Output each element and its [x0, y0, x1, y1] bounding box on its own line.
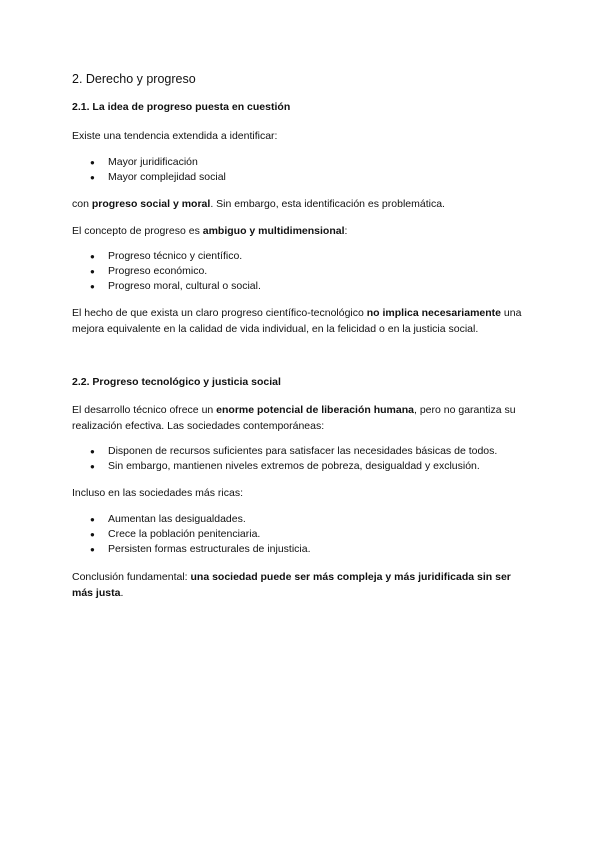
- list-item: ● Progreso económico.: [90, 264, 261, 279]
- list-item: ● Mayor juridificación: [90, 155, 226, 170]
- paragraph-tech-development: El desarrollo técnico ofrece un enorme potencial de liberación humana, pero no garantiza su realización efectiva. Las sociedades contemporáneas:: [72, 404, 516, 432]
- list-item: ● Mayor complejidad social: [90, 170, 226, 185]
- paragraph-implication: El hecho de que exista un claro progreso científico-tecnológico no implica necesariamente una mejora equivalente en la calidad de vida individual, en la felicidad o en la justicia social.: [72, 307, 522, 335]
- bullet-list-inequalities: [90, 512, 311, 557]
- subsection-heading-2-1: 2.1. La idea de progreso puesta en cuestión: [72, 101, 291, 113]
- paragraph-intro: Existe una tendencia extendida a identificar:: [72, 130, 278, 142]
- list-item: ● Aumentan las desigualdades.: [90, 512, 311, 527]
- paragraph-progress-social: con progreso social y moral. Sin embargo, esta identificación es problemática.: [72, 198, 445, 210]
- section-heading: 2. Derecho y progreso: [72, 72, 196, 86]
- paragraph-conclusion: Conclusión fundamental: una sociedad puede ser más compleja y más juridificada sin ser más justa.: [72, 571, 511, 599]
- paragraph-concept: El concepto de progreso es ambiguo y multidimensional:: [72, 225, 348, 237]
- list-item: ● Crece la población penitenciaria.: [90, 527, 311, 542]
- bullet-list-contemporary-societies: [90, 444, 497, 474]
- subsection-heading-2-2: 2.2. Progreso tecnológico y justicia social: [72, 376, 281, 388]
- list-item: ● Progreso técnico y científico.: [90, 249, 261, 264]
- paragraph-rich-societies: Incluso en las sociedades más ricas:: [72, 487, 243, 499]
- list-item: ● Sin embargo, mantienen niveles extremos de pobreza, desigualdad y exclusión.: [90, 459, 497, 474]
- list-item: ● Disponen de recursos suficientes para satisfacer las necesidades básicas de todos.: [90, 444, 497, 459]
- bullet-list-identify: [90, 155, 226, 185]
- list-item: ● Progreso moral, cultural o social.: [90, 279, 261, 294]
- list-item: ● Persisten formas estructurales de injusticia.: [90, 542, 311, 557]
- bullet-list-progress-types: [90, 249, 261, 294]
